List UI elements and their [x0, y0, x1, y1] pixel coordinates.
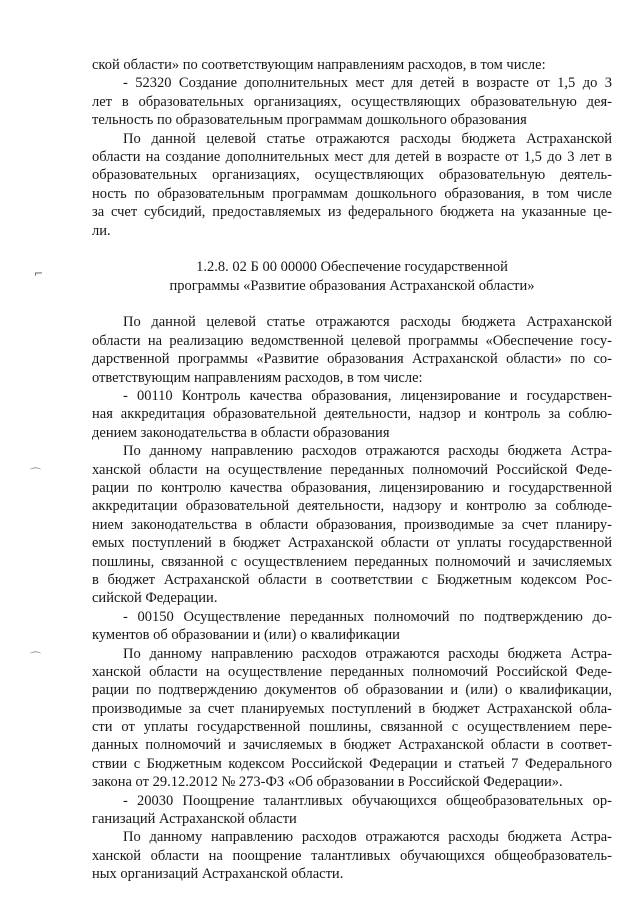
binding-hole-mark: ⌒ — [30, 467, 41, 480]
text-line: аккредитации образовательной деятельности, надзору и контролю за соблюде- — [92, 498, 612, 515]
text-line: закона от 29.12.2012 № 273-ФЗ «Об образовании в Российской Федерации». — [92, 774, 563, 791]
text-line: ханской области на поощрение талантливых обучающихся общеобразователь- — [92, 847, 612, 864]
text-line: лет в образовательных организациях, осуществляющих образовательную дея- — [92, 93, 612, 110]
text-line: ность по образовательным программам дошкольного образования, в том числе — [92, 185, 612, 202]
text-line: образовательных организациях, осуществляющих образовательную деятель- — [92, 167, 612, 184]
text-line: области на создание дополнительных мест для детей в возрасте от 1,5 до 3 лет в — [92, 148, 612, 165]
text-line: ганизаций Астраханской области — [92, 811, 297, 828]
text-line: емых поступлений в бюджет Астраханской области от уплаты государственной — [92, 535, 612, 552]
text-line: - 52320 Создание дополнительных мест для детей в возрасте от 1,5 до 3 — [123, 75, 612, 92]
text-line: дарственной программы «Развитие образования Астраханской области» по со- — [92, 351, 612, 368]
text-line: По данному направлению расходов отражаются расходы бюджета Астра- — [123, 645, 612, 662]
text-line: ской области» по соответствующим направлениям расходов, в том числе: — [92, 57, 546, 73]
section-heading-line: 1.2.8. 02 Б 00 00000 Обеспечение государственной — [196, 259, 508, 276]
document-body — [92, 56, 612, 884]
text-line: за счет субсидий, предоставляемых из федерального бюджета на указанные це- — [92, 204, 612, 221]
text-line: - 00110 Контроль качества образования, лицензирование и государствен- — [123, 388, 612, 405]
scan-mark: ⌐ — [34, 267, 44, 280]
text-line: сти от уплаты государственной пошлины, связанной с осуществлением пере- — [92, 719, 612, 736]
paragraph-gap — [92, 240, 612, 258]
binding-hole-mark: ⌒ — [30, 651, 41, 664]
text-line: нием законодательства в области образования, производимые за счет планиру- — [92, 516, 612, 533]
text-line: ных организаций Астраханской области. — [92, 866, 344, 883]
text-line: По данному направлению расходов отражаются расходы бюджета Астра- — [123, 443, 612, 460]
text-line: ли. — [92, 222, 111, 239]
text-line: области на реализацию ведомственной целевой программы «Обеспечение госу- — [92, 332, 612, 349]
text-line: производимые за счет планируемых поступлений в бюджет Астраханской обла- — [92, 700, 612, 717]
text-line: пошлины, связанной с осуществлением переданных полномочий и зачисляемых — [92, 553, 612, 570]
text-line: ствии с Бюджетным кодексом Российской Федерации и статьей 7 Федерального — [92, 755, 612, 772]
text-line: рации по подтверждению документов об образовании и (или) о квалификации, — [92, 682, 612, 699]
text-line: тельность по образовательным программам дошкольного образования — [92, 112, 527, 129]
text-line: - 20030 Поощрение талантливых обучающихся общеобразовательных ор- — [123, 792, 612, 809]
text-line: По данной целевой статье отражаются расходы бюджета Астраханской — [123, 130, 612, 147]
text-line: ответствующим направлениям расходов, в том числе: — [92, 369, 423, 386]
text-line: данных полномочий и зачисляемых в бюджет Астраханской области в соответ- — [92, 737, 612, 754]
text-line: - 00150 Осуществление переданных полномочий по подтверждению до- — [123, 608, 612, 625]
text-line: кументов об образовании и (или) о квалификации — [92, 627, 400, 644]
text-line: рации по контролю качества образования, лицензированию и государственной — [92, 479, 612, 496]
text-line: в бюджет Астраханской области в соответствии с Бюджетным кодексом Рос- — [92, 571, 612, 588]
paragraph-gap — [92, 295, 612, 313]
text-line: По данной целевой статье отражаются расходы бюджета Астраханской — [123, 314, 612, 331]
text-line: дением законодательства в области образования — [92, 424, 390, 441]
text-line: По данному направлению расходов отражаются расходы бюджета Астра- — [123, 829, 612, 846]
text-line: ханской области на осуществление переданных полномочий Российской Феде- — [92, 461, 612, 478]
section-heading-line: программы «Развитие образования Астраханской области» — [169, 277, 535, 294]
text-line: сийской Федерации. — [92, 590, 218, 607]
text-line: ная аккредитация образовательной деятельности, надзор и контроль за соблю- — [92, 406, 612, 423]
text-line: ханской области на осуществление переданных полномочий Российской Феде- — [92, 663, 612, 680]
